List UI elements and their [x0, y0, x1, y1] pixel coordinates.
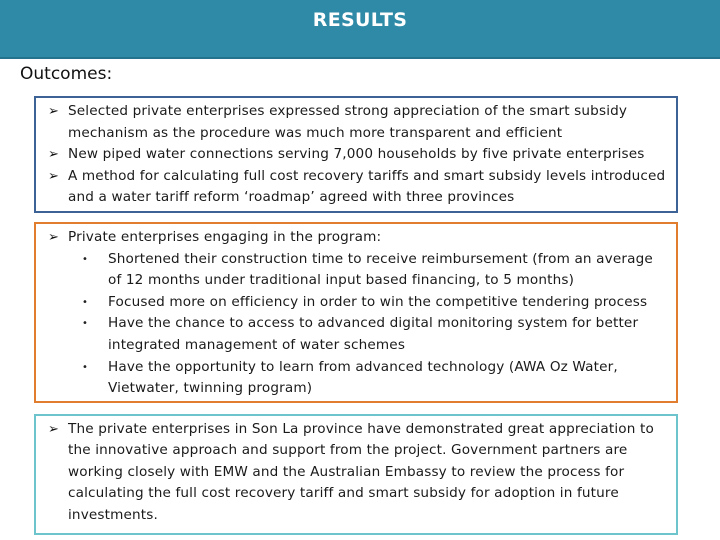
dot-bullet-icon: •: [82, 296, 89, 308]
sub-list-item: [82, 292, 668, 314]
sub-list-item-text: Focused more on efficiency in order to win the competitive tendering process: [108, 293, 648, 310]
arrow-bullet-icon: ➢: [48, 104, 60, 119]
list-item-text: Private enterprises engaging in the program:: [68, 229, 382, 245]
outcomes-box-blue: [34, 96, 678, 213]
list-item: [48, 166, 668, 209]
list-item: [48, 101, 668, 144]
arrow-bullet-icon: ➢: [48, 147, 60, 163]
sub-list-item: [82, 313, 668, 356]
list-item: [48, 144, 668, 166]
list-item-text: The private enterprises in Son La province have demonstrated great appreciation to the innovative approach and support from the project. Government partners are working closely with EMW and the Australian Embassy to review the process for calculating the full cost recovery tariff and smart subsidy for adoption in future investments.: [68, 421, 654, 523]
header-bar: [0, 0, 720, 59]
son-la-box-teal: [34, 414, 678, 535]
sub-list-item-text: Shortened their construction time to receive reimbursement (from an average of 12 months under traditional input based financing, to 5 months): [108, 250, 653, 289]
list-item-text: Selected private enterprises expressed strong appreciation of the smart subsidy mechanism as the procedure was much more transparent and efficient: [68, 103, 628, 141]
outcomes-heading: Outcomes:: [20, 64, 113, 84]
list-item: [48, 227, 668, 249]
sub-list-item-text: Have the chance to access to advanced digital monitoring system for better integrated management of water schemes: [108, 315, 639, 353]
sub-list-item: [82, 357, 668, 400]
list-item: [48, 419, 668, 526]
dot-bullet-icon: •: [82, 318, 89, 330]
sub-list-item: [82, 249, 668, 292]
page-title: RESULTS: [312, 9, 408, 31]
arrow-bullet-icon: ➢: [48, 422, 60, 437]
list-item-text: A method for calculating full cost recovery tariffs and smart subsidy levels introduced and a water tariff reform ‘roadmap’ agreed with three provinces: [68, 167, 666, 206]
list-item-text: New piped water connections serving 7,000 households by five private enterprises: [68, 146, 645, 163]
arrow-bullet-icon: ➢: [48, 230, 60, 245]
sub-list-item-text: Have the opportunity to learn from advanced technology (AWA Oz Water, Vietwater, twinning program): [108, 358, 618, 397]
enterprises-box-orange: [34, 222, 678, 403]
arrow-bullet-icon: ➢: [48, 168, 60, 184]
dot-bullet-icon: •: [82, 361, 89, 373]
dot-bullet-icon: •: [82, 253, 89, 265]
